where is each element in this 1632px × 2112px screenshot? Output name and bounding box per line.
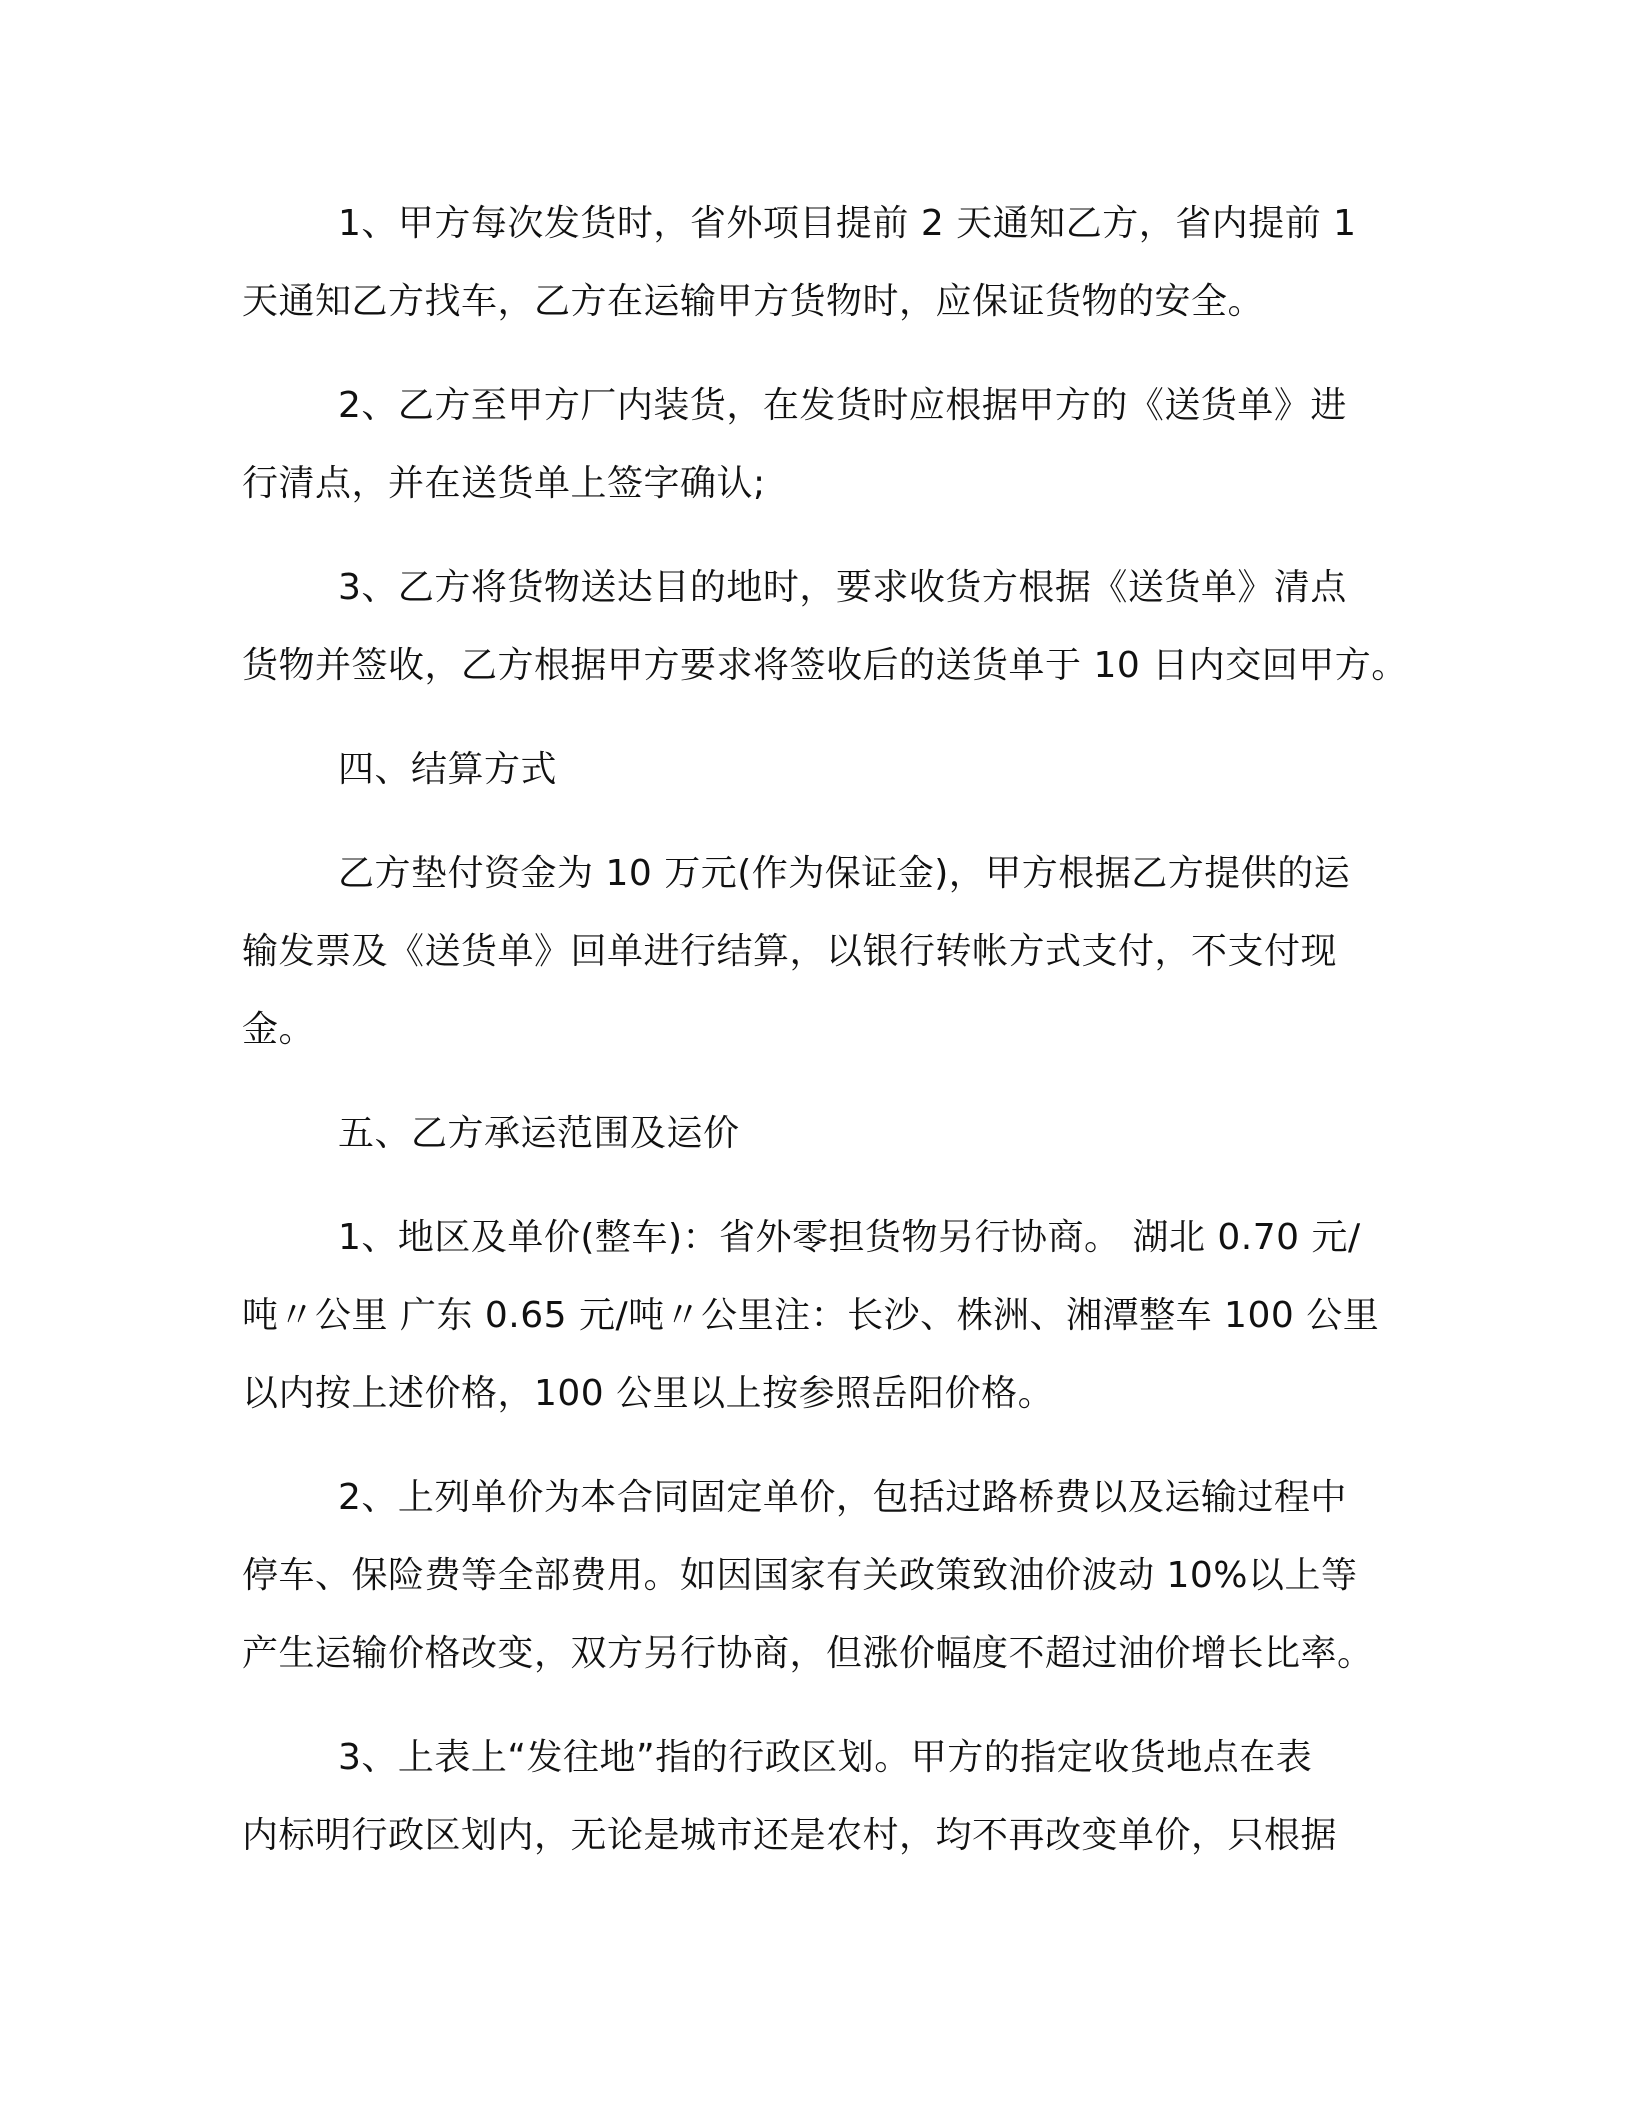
paragraph-settlement xyxy=(242,835,1412,1069)
paragraph-rates-2 xyxy=(242,1459,1412,1693)
paragraph-rates-3 xyxy=(242,1719,1412,1875)
heading-text: 四、结算方式 xyxy=(338,749,558,790)
paragraph-1 xyxy=(242,185,1412,341)
text-line: 货物并签收，乙方根据甲方要求将签收后的送货单于 10 日内交回甲方。 xyxy=(242,645,1408,686)
text-line: 内标明行政区划内，无论是城市还是农村，均不再改变单价，只根据 xyxy=(242,1815,1338,1856)
text-line: 2、上列单价为本合同固定单价，包括过路桥费以及运输过程中 xyxy=(338,1477,1347,1518)
paragraph-rates-1 xyxy=(242,1199,1412,1433)
text-line: 天通知乙方找车，乙方在运输甲方货物时，应保证货物的安全。 xyxy=(242,281,1265,322)
document-body xyxy=(242,185,1412,1875)
text-line: 1、甲方每次发货时，省外项目提前 2 天通知乙方，省内提前 1 xyxy=(338,203,1357,244)
text-line: 输发票及《送货单》回单进行结算，以银行转帐方式支付，不支付现 xyxy=(242,931,1338,972)
text-line: 以内按上述价格，100 公里以上按参照岳阳价格。 xyxy=(242,1373,1055,1414)
text-line: 吨〃公里 广东 0.65 元/吨〃公里注：长沙、株洲、湘潭整车 100 公里 xyxy=(242,1295,1380,1336)
paragraph-2 xyxy=(242,367,1412,523)
text-line: 2、乙方至甲方厂内装货，在发货时应根据甲方的《送货单》进 xyxy=(338,385,1347,426)
text-line: 金。 xyxy=(242,1009,316,1050)
section-heading-scope-and-rates xyxy=(242,1095,1412,1173)
paragraph-3 xyxy=(242,549,1412,705)
text-line: 1、地区及单价(整车)：省外零担货物另行协商。 湖北 0.70 元/ xyxy=(338,1217,1361,1258)
section-heading-settlement xyxy=(242,731,1412,809)
text-line: 产生运输价格改变，双方另行协商，但涨价幅度不超过油价增长比率。 xyxy=(242,1633,1374,1674)
text-line: 3、上表上“发往地”指的行政区划。甲方的指定收货地点在表 xyxy=(338,1737,1313,1778)
text-line: 乙方垫付资金为 10 万元(作为保证金)，甲方根据乙方提供的运 xyxy=(338,853,1351,894)
text-line: 停车、保险费等全部费用。如因国家有关政策致油价波动 10%以上等 xyxy=(242,1555,1358,1596)
text-line: 行清点，并在送货单上签字确认; xyxy=(242,463,766,504)
text-line: 3、乙方将货物送达目的地时，要求收货方根据《送货单》清点 xyxy=(338,567,1347,608)
heading-text: 五、乙方承运范围及运价 xyxy=(338,1113,740,1154)
